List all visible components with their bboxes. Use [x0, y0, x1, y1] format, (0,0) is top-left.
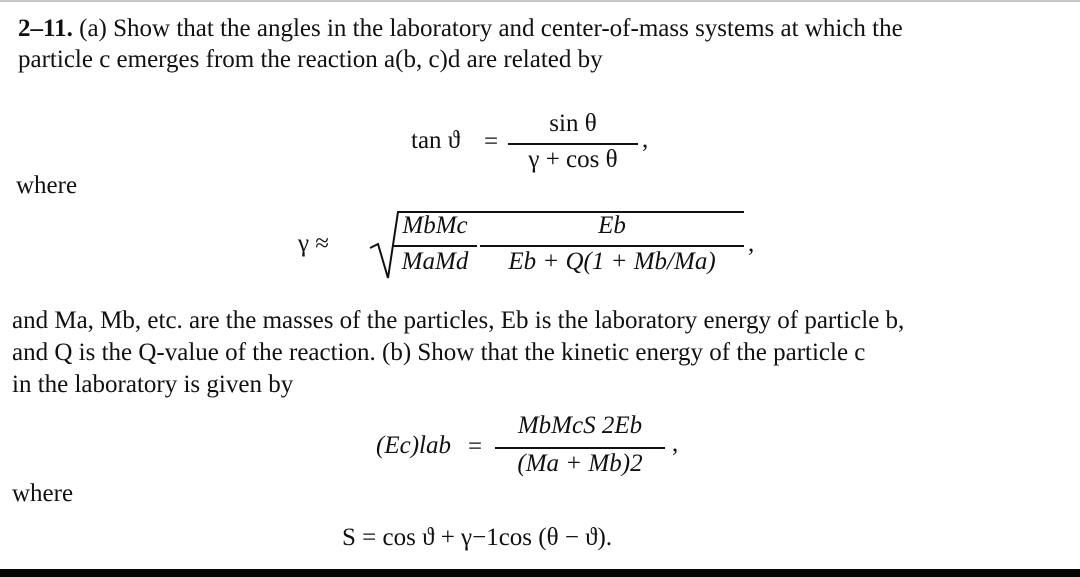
problem-intro-line-2: particle c emerges from the reaction a(b, c)d are related by — [18, 46, 603, 73]
eq3-fraction — [495, 410, 665, 482]
eq3-fraction-bar — [495, 447, 665, 449]
middle-paragraph-line-2: and Q is the Q-value of the reaction. (b) Show that the kinetic energy of the particle c — [12, 339, 866, 366]
where-label-1: where — [16, 172, 78, 199]
bottom-border-bar — [0, 569, 1080, 577]
eq2-fraction-energy — [480, 210, 744, 280]
eq2-fraction-masses-bar — [393, 245, 477, 247]
middle-paragraph-line-3: in the laboratory is given by — [12, 371, 294, 398]
eq3-denominator: (Ma + Mb)2 — [517, 450, 643, 477]
eq2-fraction-energy-bar — [480, 245, 744, 247]
eq2-lhs: γ ≈ — [298, 230, 330, 257]
eq1-comma: , — [642, 126, 649, 153]
eq3-comma: , — [672, 430, 679, 457]
eq1-numerator: sin θ — [549, 110, 597, 137]
eq1-lhs: tan ϑ — [411, 127, 461, 154]
where-label-2: where — [12, 480, 74, 507]
eq1-denominator: γ + cos θ — [528, 146, 618, 173]
eq2-fraction-masses-numerator: MbMc — [402, 212, 468, 239]
eq2-comma: , — [748, 230, 755, 257]
eq1-fraction-bar — [508, 143, 638, 145]
middle-paragraph-line-1: and Ma, Mb, etc. are the masses of the particles, Eb is the laboratory energy of particle b, — [12, 307, 905, 334]
eq3-lhs: (Ec)lab — [376, 432, 451, 459]
eq2-fraction-masses-denominator: MaMd — [401, 248, 469, 275]
eq2-fraction-masses — [393, 210, 477, 280]
problem-intro-line-1 — [18, 15, 903, 43]
eq2-fraction-energy-numerator: Eb — [598, 212, 626, 239]
eq2-fraction-energy-denominator: Eb + Q(1 + Mb/Ma) — [508, 248, 716, 275]
eq3-equals: = — [468, 433, 483, 460]
eq1-equals: = — [484, 128, 499, 155]
eq4-expression: S = cos ϑ + γ−1cos (θ − ϑ). — [342, 524, 613, 551]
eq3-numerator: MbMcS 2Eb — [517, 412, 643, 439]
top-divider — [0, 0, 1080, 2]
eq1-fraction — [508, 108, 638, 178]
problem-number: 2–11. — [18, 15, 73, 42]
problem-intro-text-a: (a) Show that the angles in the laboratory and center-of-mass systems at which the — [79, 15, 903, 42]
